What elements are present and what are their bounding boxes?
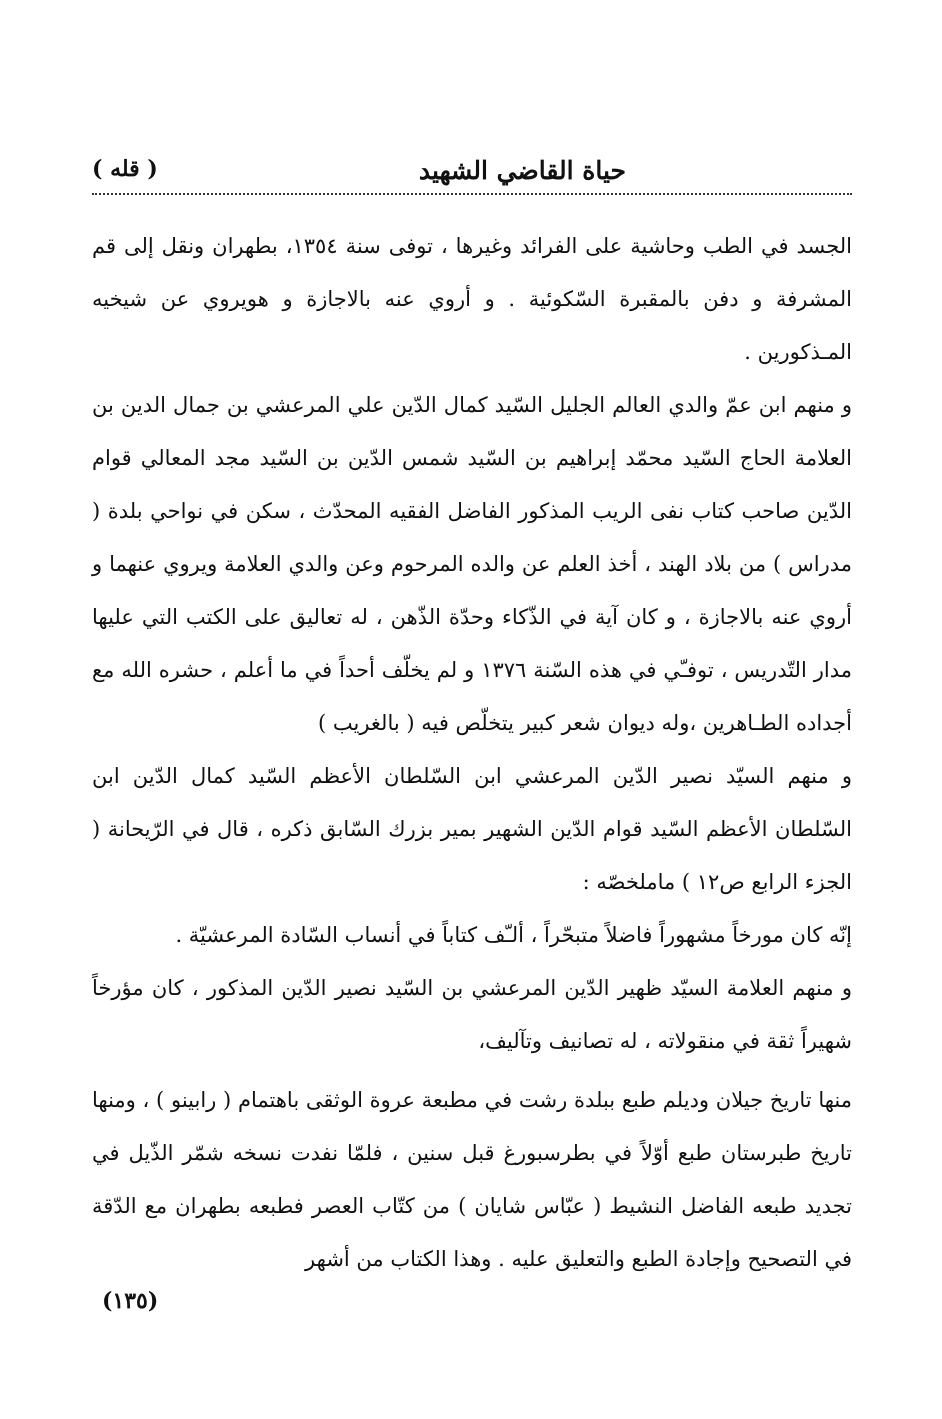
page-number: (١٣٥) — [102, 1288, 159, 1314]
paragraph-3: و منهم السيّد نصير الدّين المرعشي ابن السّلطان الأعظم السّيد كمال الدّين ابن السّلطان الأعظم السّيد قوام الدّين الشهير بمير بزرك السّابق ذكره ، قال في الرّيحانة ( الجزء الرابع ص١٢ ) ماملخصّه : — [92, 764, 852, 894]
paragraph-2: و منهم ابن عمّ والدي العالم الجليل السّيد كمال الدّين علي المرعشي بن جمال الدين بن العلامة الحاج السّيد محمّد إبراهيم بن السّيد شمس الدّين بن السّيد مجد المعالي قوام الدّين صاحب كتاب نفى الريب المذكور الفاضل الفقيه المحدّث ، سكن في نواحي بلدة ( مدراس ) من بلاد الهند ، أخذ العلم عن والده المرحوم وعن والدي العلامة ويروي عنهما و أروي عنه بالاجازة ، و كان آية في الذّكاء وحدّة الذّهن ، له تعاليق على الكتب التي عليها مدار التّدريس ، توفـّي في هذه السّنة ١٣٧٦ و لم يخلّف أحداً في ما أعلم ، حشره الله مع أجداده الطـاهرين ،وله ديوان شعر كبير يتخلّص فيه ( بالغريب ) — [92, 393, 852, 735]
section-tag: ( قله ) — [92, 156, 158, 182]
running-title: حياة القاضي الشهيد — [418, 156, 626, 185]
paragraph-6: منها تاريخ جيلان وديلم طبع ببلدة رشت في مطبعة عروة الوثقى باهتمام ( رابينو ) ، ومنها تاريخ طبرستان طبع أوّلاً في بطرسبورغ قبل سنين ، فلمّا نفدت نسخه شمّر الذّيل في تجديد طبعه الفاضل النشيط ( عبّاس شايان ) من كتّاب العصر فطبعه بطهران مع الدّقة في التصحيح وإجادة الطبع والتعليق عليه . وهذا الكتاب من أشهر — [92, 1088, 852, 1271]
page-body — [92, 220, 852, 1286]
paragraph-4: إنّه كان مورخاً مشهوراً فاضلاً متبحّراً ، ألـّف كتاباً في أنساب السّادة المرعشيّة . — [175, 923, 852, 947]
paragraph-5: و منهم العلامة السيّد ظهير الدّين المرعشي بن السّيد نصير الدّين المذكور ، كان مؤرخاً شهيراً ثقة في منقولاته ، له تصانيف وتآليف، — [92, 976, 852, 1053]
page-header — [92, 150, 852, 198]
book-page — [92, 150, 852, 1340]
paragraph-1: الجسد في الطب وحاشية على الفرائد وغيرها ، توفى سنة ١٣٥٤، بطهران ونقل إلى قم المشرفة و دفن بالمقبرة السّكوئية . و أروي عنه بالاجازة و هويروي عن شيخيه المـذكورين . — [92, 234, 852, 364]
header-dotted-rule — [92, 193, 852, 195]
